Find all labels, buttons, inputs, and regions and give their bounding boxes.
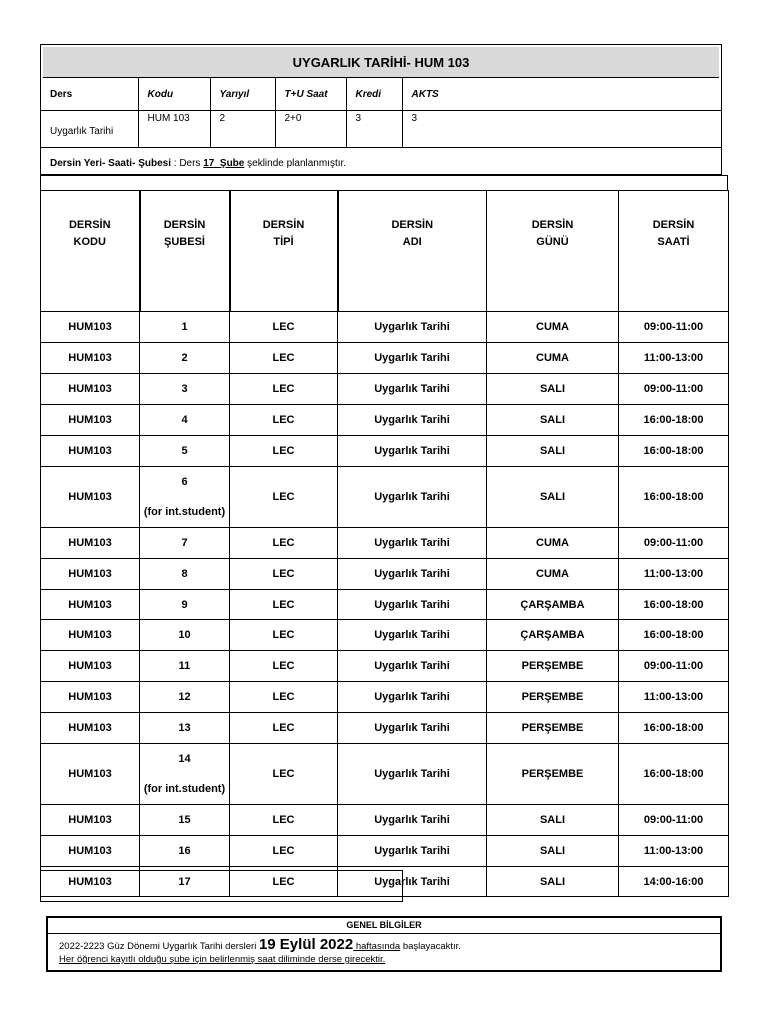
schedule-table	[40, 190, 729, 897]
section-note: (for int.student)	[143, 506, 226, 518]
schedule-row	[41, 467, 729, 528]
schedule-row	[41, 436, 729, 467]
course-name-cell: Uygarlık Tarihi	[338, 836, 487, 867]
type-cell: LEC	[230, 436, 338, 467]
type-cell: LEC	[230, 405, 338, 436]
day-cell: CUMA	[487, 559, 619, 590]
course-code-cell: HUM103	[41, 867, 140, 897]
general-info-title: GENEL BİLGİLER	[48, 918, 720, 934]
day-cell: SALI	[487, 467, 619, 528]
line1-post: başlayacaktır.	[400, 941, 461, 952]
value-yariyil: 2	[210, 111, 275, 148]
course-code-cell: HUM103	[41, 436, 140, 467]
info-header-row	[41, 78, 721, 111]
header-akts: AKTS	[402, 78, 721, 111]
time-cell: 16:00-18:00	[619, 467, 729, 528]
course-code-cell: HUM103	[41, 620, 140, 651]
time-cell: 16:00-18:00	[619, 713, 729, 744]
course-name-cell: Uygarlık Tarihi	[338, 620, 487, 651]
schedule-row	[41, 620, 729, 651]
type-cell: LEC	[230, 312, 338, 343]
schedule-row	[41, 713, 729, 744]
section-number: 14	[178, 753, 191, 765]
column-header-line2: SAATİ	[657, 236, 690, 248]
course-name-cell: Uygarlık Tarihi	[338, 805, 487, 836]
course-code-cell: HUM103	[41, 374, 140, 405]
column-header-line2: ŞUBESİ	[164, 236, 205, 248]
schedule-row	[41, 559, 729, 590]
column-header-gunu	[487, 191, 619, 312]
section-cell: 13	[140, 713, 230, 744]
location-suffix: şeklinde planlanmıştır.	[244, 158, 347, 169]
time-cell: 11:00-13:00	[619, 836, 729, 867]
section-cell: 17	[140, 867, 230, 897]
course-name-cell: Uygarlık Tarihi	[338, 559, 487, 590]
time-cell: 16:00-18:00	[619, 436, 729, 467]
spacer-row	[40, 175, 728, 191]
day-cell: CUMA	[487, 312, 619, 343]
info-value-row	[41, 111, 721, 148]
section-cell: 4	[140, 405, 230, 436]
type-cell: LEC	[230, 651, 338, 682]
course-code-cell: HUM103	[41, 467, 140, 528]
value-akts: 3	[402, 111, 721, 148]
page-title: UYGARLIK TARİHİ- HUM 103	[43, 47, 719, 78]
type-cell: LEC	[230, 559, 338, 590]
time-cell: 09:00-11:00	[619, 528, 729, 559]
course-code-cell: HUM103	[41, 312, 140, 343]
section-cell: 1	[140, 312, 230, 343]
day-cell: PERŞEMBE	[487, 744, 619, 805]
schedule-row	[41, 836, 729, 867]
day-cell: SALI	[487, 836, 619, 867]
schedule-row	[41, 528, 729, 559]
schedule-row	[41, 374, 729, 405]
location-separator: : Ders	[170, 158, 204, 169]
column-header-line1: DERSİN	[391, 219, 434, 231]
course-name-cell: Uygarlık Tarihi	[338, 590, 487, 620]
value-kredi: 3	[346, 111, 402, 148]
time-cell: 16:00-18:00	[619, 620, 729, 651]
line1-week: haftasında	[353, 941, 401, 952]
column-header-line2: KODU	[73, 236, 106, 248]
header-ders: Ders	[41, 78, 138, 111]
schedule-header-row	[41, 191, 729, 312]
type-cell: LEC	[230, 528, 338, 559]
type-cell: LEC	[230, 682, 338, 713]
course-code-cell: HUM103	[41, 590, 140, 620]
value-kodu: HUM 103	[138, 111, 210, 148]
course-info-table	[41, 78, 721, 179]
course-name-cell: Uygarlık Tarihi	[338, 651, 487, 682]
column-header-line2: TİPİ	[273, 236, 294, 248]
course-name-cell: Uygarlık Tarihi	[338, 467, 487, 528]
day-cell: SALI	[487, 805, 619, 836]
section-number: 6	[181, 476, 188, 488]
section-cell: 8	[140, 559, 230, 590]
day-cell: SALI	[487, 867, 619, 897]
time-cell: 11:00-13:00	[619, 559, 729, 590]
course-name-cell: Uygarlık Tarihi	[338, 744, 487, 805]
course-code-cell: HUM103	[41, 651, 140, 682]
section-cell: 7	[140, 528, 230, 559]
course-name-cell: Uygarlık Tarihi	[338, 374, 487, 405]
course-code-cell: HUM103	[41, 343, 140, 374]
course-name-cell: Uygarlık Tarihi	[338, 312, 487, 343]
course-code-cell: HUM103	[41, 528, 140, 559]
column-header-line2: ADI	[402, 236, 422, 248]
day-cell: ÇARŞAMBA	[487, 620, 619, 651]
section-cell: 3	[140, 374, 230, 405]
time-cell: 09:00-11:00	[619, 805, 729, 836]
type-cell: LEC	[230, 620, 338, 651]
type-cell: LEC	[230, 374, 338, 405]
course-code-cell: HUM103	[41, 713, 140, 744]
course-code-cell: HUM103	[41, 836, 140, 867]
schedule-row	[41, 405, 729, 436]
general-info-box	[46, 916, 722, 972]
general-info-line-1	[48, 934, 720, 954]
section-cell: 9	[140, 590, 230, 620]
column-header-subesi	[140, 191, 230, 312]
header-yariyil: Yarıyıl	[210, 78, 275, 111]
value-ders: Uygarlık Tarihi	[41, 111, 138, 148]
section-cell: 12	[140, 682, 230, 713]
section-cell	[140, 744, 230, 805]
column-header-line1: DERSİN	[163, 219, 206, 231]
column-header-line1: DERSİN	[652, 219, 695, 231]
time-cell: 16:00-18:00	[619, 744, 729, 805]
time-cell: 11:00-13:00	[619, 682, 729, 713]
location-label: Dersin Yeri- Saati- Şubesi	[50, 158, 171, 169]
location-highlight: 17 Şube	[203, 158, 245, 169]
schedule-row	[41, 312, 729, 343]
empty-box	[40, 870, 403, 902]
section-note: (for int.student)	[143, 783, 226, 795]
course-code-cell: HUM103	[41, 805, 140, 836]
type-cell: LEC	[230, 713, 338, 744]
header-kodu: Kodu	[138, 78, 210, 111]
course-code-cell: HUM103	[41, 744, 140, 805]
line1-pre: 2022-2223 Güz Dönemi Uygarlık Tarihi dersleri	[59, 941, 259, 952]
day-cell: PERŞEMBE	[487, 713, 619, 744]
column-header-saati	[619, 191, 729, 312]
section-cell: 15	[140, 805, 230, 836]
schedule-row	[41, 343, 729, 374]
course-name-cell: Uygarlık Tarihi	[338, 867, 487, 897]
column-header-adi	[338, 191, 487, 312]
schedule-row	[41, 651, 729, 682]
time-cell: 16:00-18:00	[619, 590, 729, 620]
column-header-line1: DERSİN	[68, 219, 111, 231]
day-cell: CUMA	[487, 528, 619, 559]
day-cell: ÇARŞAMBA	[487, 590, 619, 620]
type-cell: LEC	[230, 343, 338, 374]
type-cell: LEC	[230, 836, 338, 867]
section-cell: 16	[140, 836, 230, 867]
section-cell: 11	[140, 651, 230, 682]
schedule-row	[41, 682, 729, 713]
type-cell: LEC	[230, 744, 338, 805]
day-cell: SALI	[487, 374, 619, 405]
day-cell: PERŞEMBE	[487, 682, 619, 713]
section-cell: 5	[140, 436, 230, 467]
course-code-cell: HUM103	[41, 682, 140, 713]
course-name-cell: Uygarlık Tarihi	[338, 405, 487, 436]
type-cell: LEC	[230, 867, 338, 897]
time-cell: 09:00-11:00	[619, 374, 729, 405]
course-name-cell: Uygarlık Tarihi	[338, 528, 487, 559]
course-code-cell: HUM103	[41, 559, 140, 590]
day-cell: SALI	[487, 436, 619, 467]
schedule-row	[41, 744, 729, 805]
start-date: 19 Eylül 2022	[258, 936, 354, 953]
day-cell: PERŞEMBE	[487, 651, 619, 682]
general-info-line-2: Her öğrenci kayıtlı olduğu şube için belirlenmiş saat diliminde derse girecektir.	[59, 954, 386, 965]
header-kredi: Kredi	[346, 78, 402, 111]
day-cell: CUMA	[487, 343, 619, 374]
section-cell: 10	[140, 620, 230, 651]
section-cell	[140, 467, 230, 528]
course-name-cell: Uygarlık Tarihi	[338, 436, 487, 467]
time-cell: 14:00-16:00	[619, 867, 729, 897]
time-cell: 09:00-11:00	[619, 312, 729, 343]
time-cell: 16:00-18:00	[619, 405, 729, 436]
type-cell: LEC	[230, 590, 338, 620]
column-header-line1: DERSİN	[531, 219, 574, 231]
day-cell: SALI	[487, 405, 619, 436]
value-tu-saat: 2+0	[275, 111, 346, 148]
column-header-line2: GÜNÜ	[536, 236, 569, 248]
time-cell: 09:00-11:00	[619, 651, 729, 682]
type-cell: LEC	[230, 467, 338, 528]
time-cell: 11:00-13:00	[619, 343, 729, 374]
type-cell: LEC	[230, 805, 338, 836]
schedule-row	[41, 805, 729, 836]
header-tu-saat: T+U Saat	[275, 78, 346, 111]
course-code-cell: HUM103	[41, 405, 140, 436]
column-header-tipi	[230, 191, 338, 312]
section-cell: 2	[140, 343, 230, 374]
course-info-box	[40, 44, 722, 175]
column-header-line1: DERSİN	[262, 219, 305, 231]
course-name-cell: Uygarlık Tarihi	[338, 713, 487, 744]
column-header-kodu	[41, 191, 140, 312]
course-name-cell: Uygarlık Tarihi	[338, 682, 487, 713]
schedule-row	[41, 590, 729, 620]
course-name-cell: Uygarlık Tarihi	[338, 343, 487, 374]
